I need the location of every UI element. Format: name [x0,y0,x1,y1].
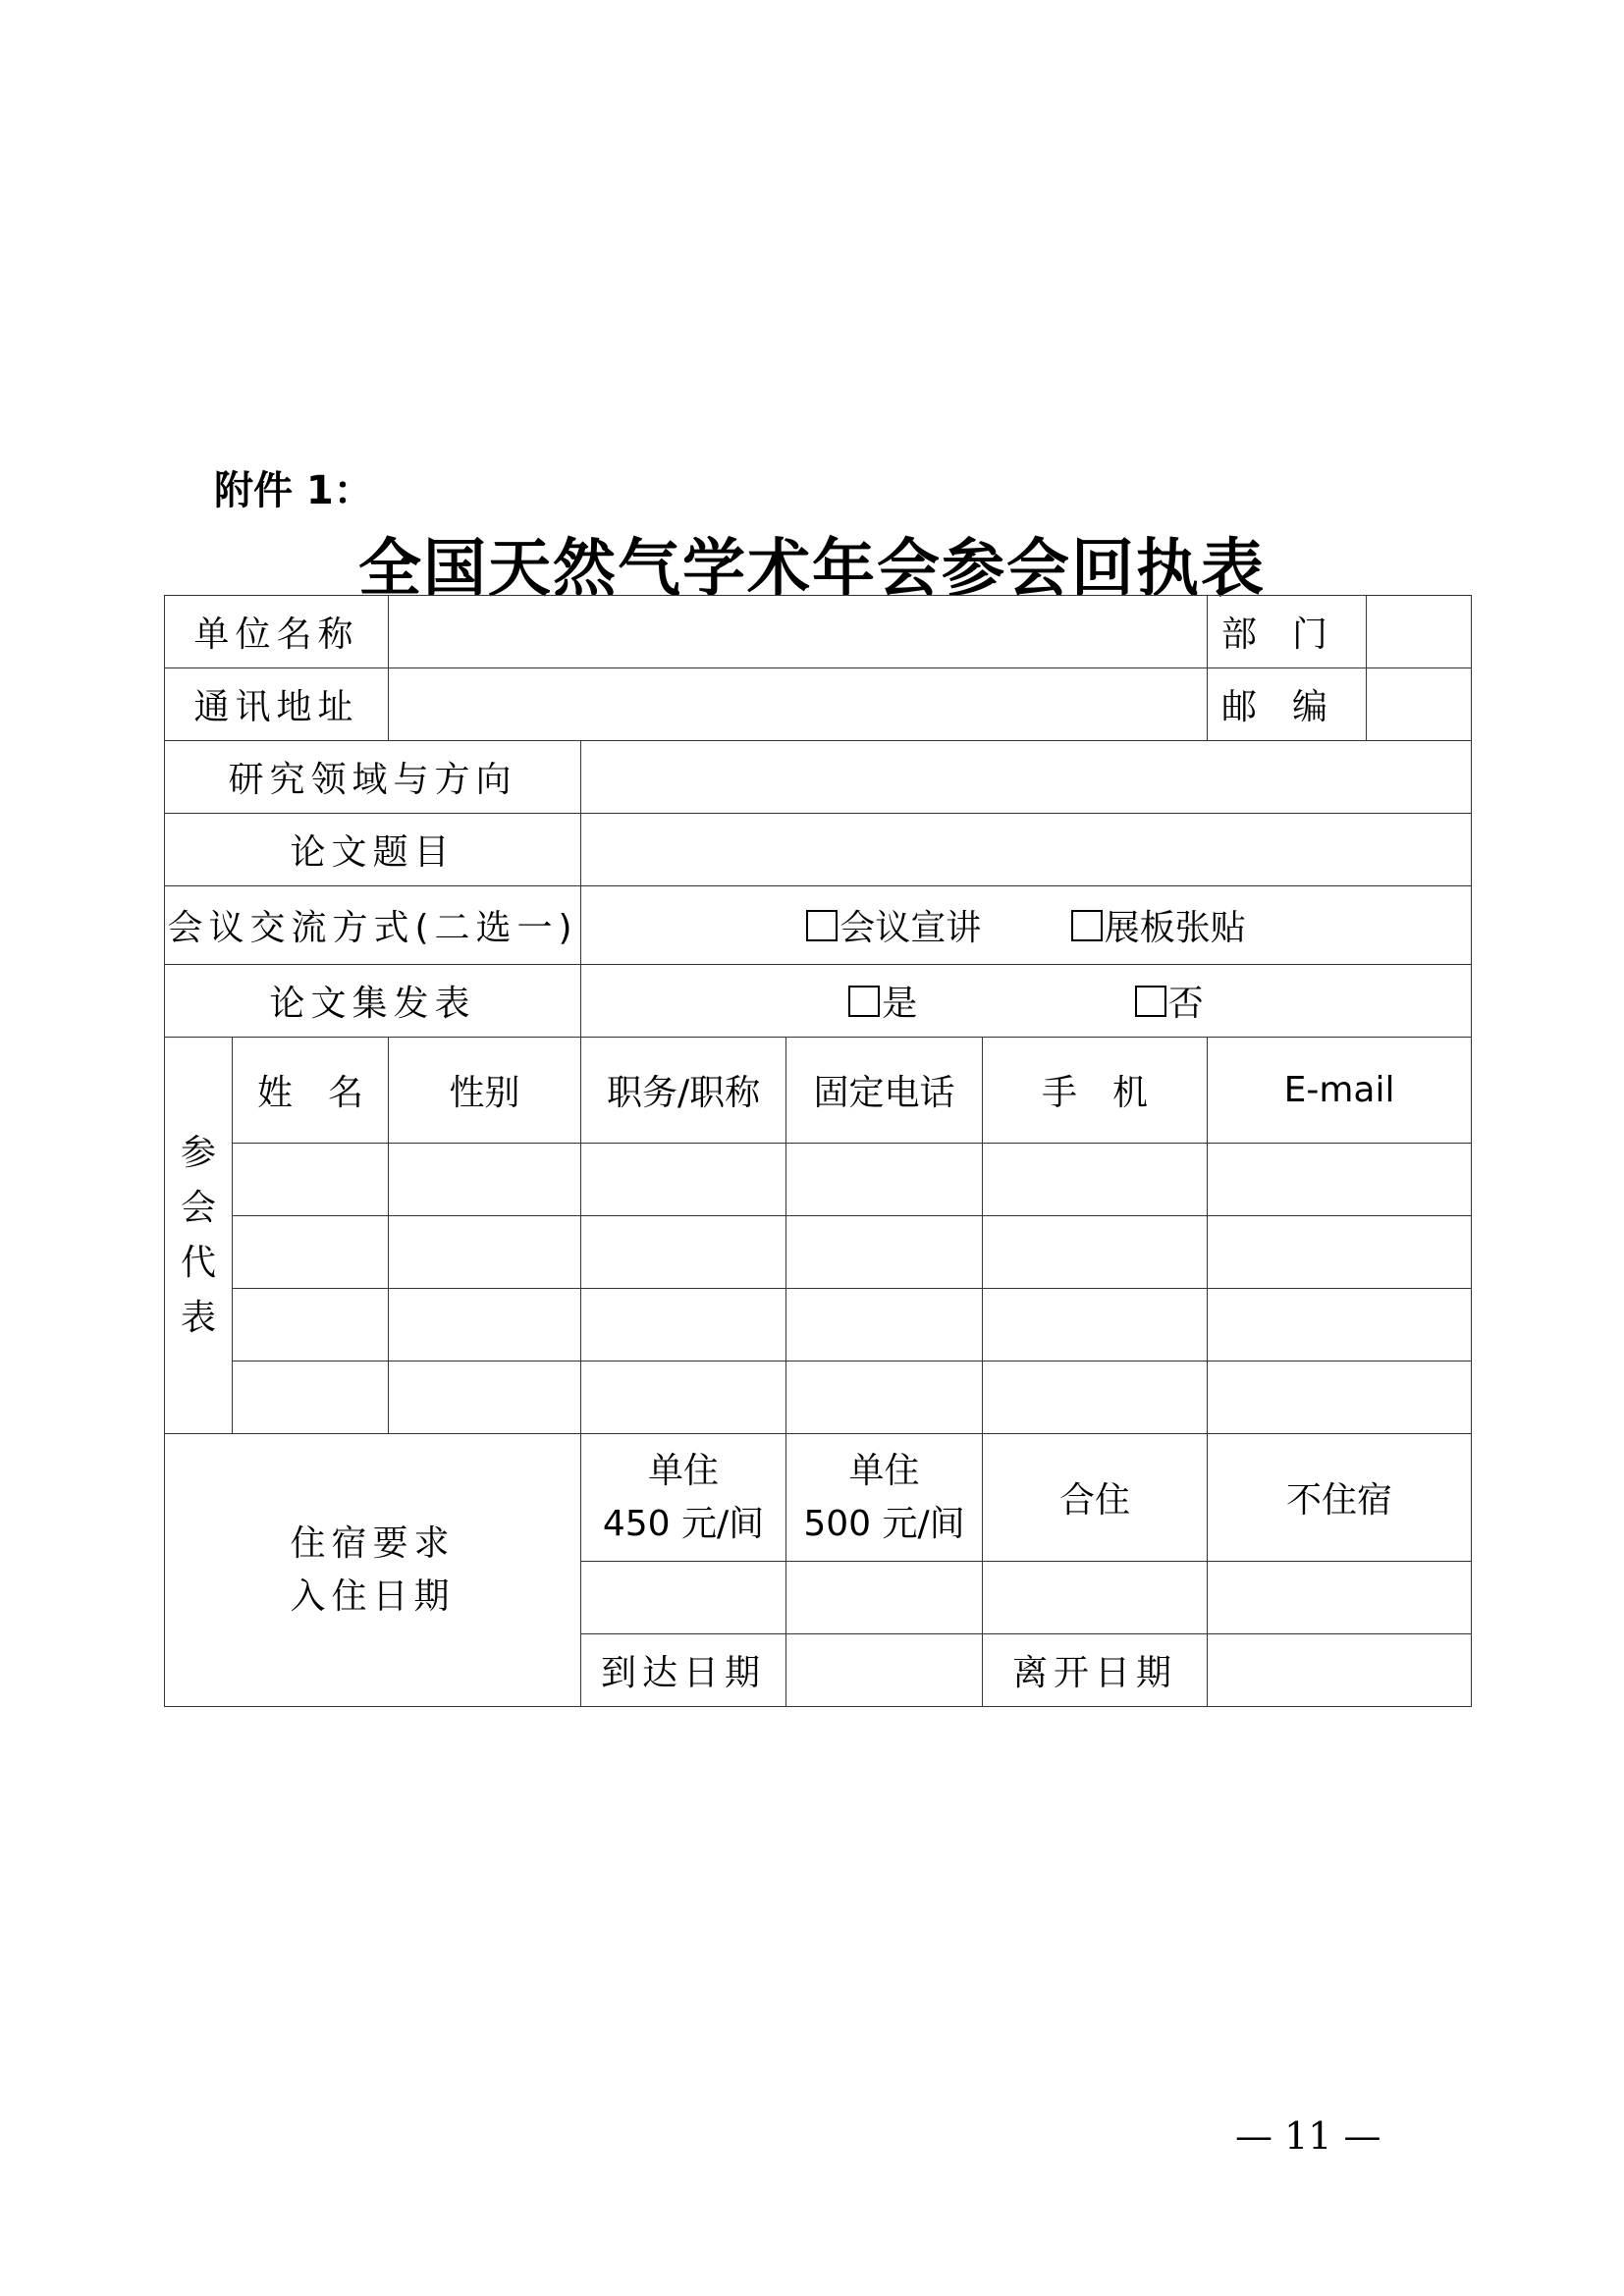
delegate-row [165,1289,1472,1362]
oral-presentation-label: 会议宣讲 [839,908,982,948]
publish-label: 论文集发表 [165,965,581,1038]
registration-form [164,595,1472,1707]
delegate-row [165,1362,1472,1434]
room-single-500-field[interactable] [786,1562,983,1634]
delegate-gender-field[interactable] [389,1289,581,1362]
col-email-header: E-mail [1208,1038,1472,1144]
delegate-phone-field[interactable] [786,1289,983,1362]
col-name-header: 姓 名 [233,1038,389,1144]
col-phone-header: 固定电话 [786,1038,983,1144]
research-label: 研究领域与方向 [165,741,581,814]
delegate-gender-field[interactable] [389,1216,581,1289]
accommodation-label: 住宿要求 入住日期 [165,1434,581,1707]
delegate-gender-field[interactable] [389,1144,581,1216]
publish-options [581,965,1472,1038]
delegate-mobile-field[interactable] [983,1144,1208,1216]
departure-label: 离开日期 [983,1634,1208,1707]
delegate-email-field[interactable] [1208,1144,1472,1216]
col-mobile-header: 手 机 [983,1038,1208,1144]
postcode-label: 邮 编 [1208,668,1367,741]
attachment-label: 附件 1： [214,468,373,513]
delegate-name-field[interactable] [233,1289,389,1362]
delegate-email-field[interactable] [1208,1216,1472,1289]
departure-date-field[interactable] [1208,1634,1472,1707]
publish-no-checkbox[interactable] [1135,986,1166,1017]
room-single-450-field[interactable] [581,1562,786,1634]
delegate-row [165,1144,1472,1216]
publish-yes-checkbox[interactable] [848,986,880,1017]
delegate-email-field[interactable] [1208,1362,1472,1434]
col-position-header: 职务/职称 [581,1038,786,1144]
room-single-450-header: 单住 450 元/间 [581,1434,786,1562]
delegate-name-field[interactable] [233,1362,389,1434]
delegate-mobile-field[interactable] [983,1216,1208,1289]
page-number: — 11 — [1235,2114,1381,2158]
unit-name-field[interactable] [389,596,1208,668]
delegate-phone-field[interactable] [786,1362,983,1434]
arrival-date-field[interactable] [786,1634,983,1707]
oral-presentation-checkbox[interactable] [806,910,838,941]
paper-title-label: 论文题目 [165,814,581,886]
research-field[interactable] [581,741,1472,814]
delegate-position-field[interactable] [581,1144,786,1216]
col-gender-header: 性别 [389,1038,581,1144]
form-title: 全国天然气学术年会参会回执表 [358,532,1266,606]
delegate-phone-field[interactable] [786,1216,983,1289]
delegate-position-field[interactable] [581,1216,786,1289]
delegate-name-field[interactable] [233,1144,389,1216]
room-single-500-header: 单住 500 元/间 [786,1434,983,1562]
delegate-name-field[interactable] [233,1216,389,1289]
delegate-position-field[interactable] [581,1362,786,1434]
poster-label: 展板张贴 [1104,908,1246,948]
delegate-row [165,1216,1472,1289]
delegate-email-field[interactable] [1208,1289,1472,1362]
delegate-gender-field[interactable] [389,1362,581,1434]
unit-name-label: 单位名称 [165,596,389,668]
department-field[interactable] [1367,596,1472,668]
delegate-mobile-field[interactable] [983,1289,1208,1362]
publish-no-label: 否 [1167,984,1204,1024]
delegate-phone-field[interactable] [786,1144,983,1216]
postcode-field[interactable] [1367,668,1472,741]
exchange-options [581,886,1472,965]
delegate-mobile-field[interactable] [983,1362,1208,1434]
address-field[interactable] [389,668,1208,741]
room-shared-field[interactable] [983,1562,1208,1634]
delegates-label: 参 会 代 表 [165,1038,233,1434]
poster-checkbox[interactable] [1071,910,1103,941]
address-label: 通讯地址 [165,668,389,741]
paper-title-field[interactable] [581,814,1472,886]
arrival-label: 到达日期 [581,1634,786,1707]
exchange-label: 会议交流方式(二选一) [165,886,581,965]
room-shared-header: 合住 [983,1434,1208,1562]
department-label: 部 门 [1208,596,1367,668]
delegate-position-field[interactable] [581,1289,786,1362]
room-none-field[interactable] [1208,1562,1472,1634]
room-none-header: 不住宿 [1208,1434,1472,1562]
publish-yes-label: 是 [882,984,918,1024]
